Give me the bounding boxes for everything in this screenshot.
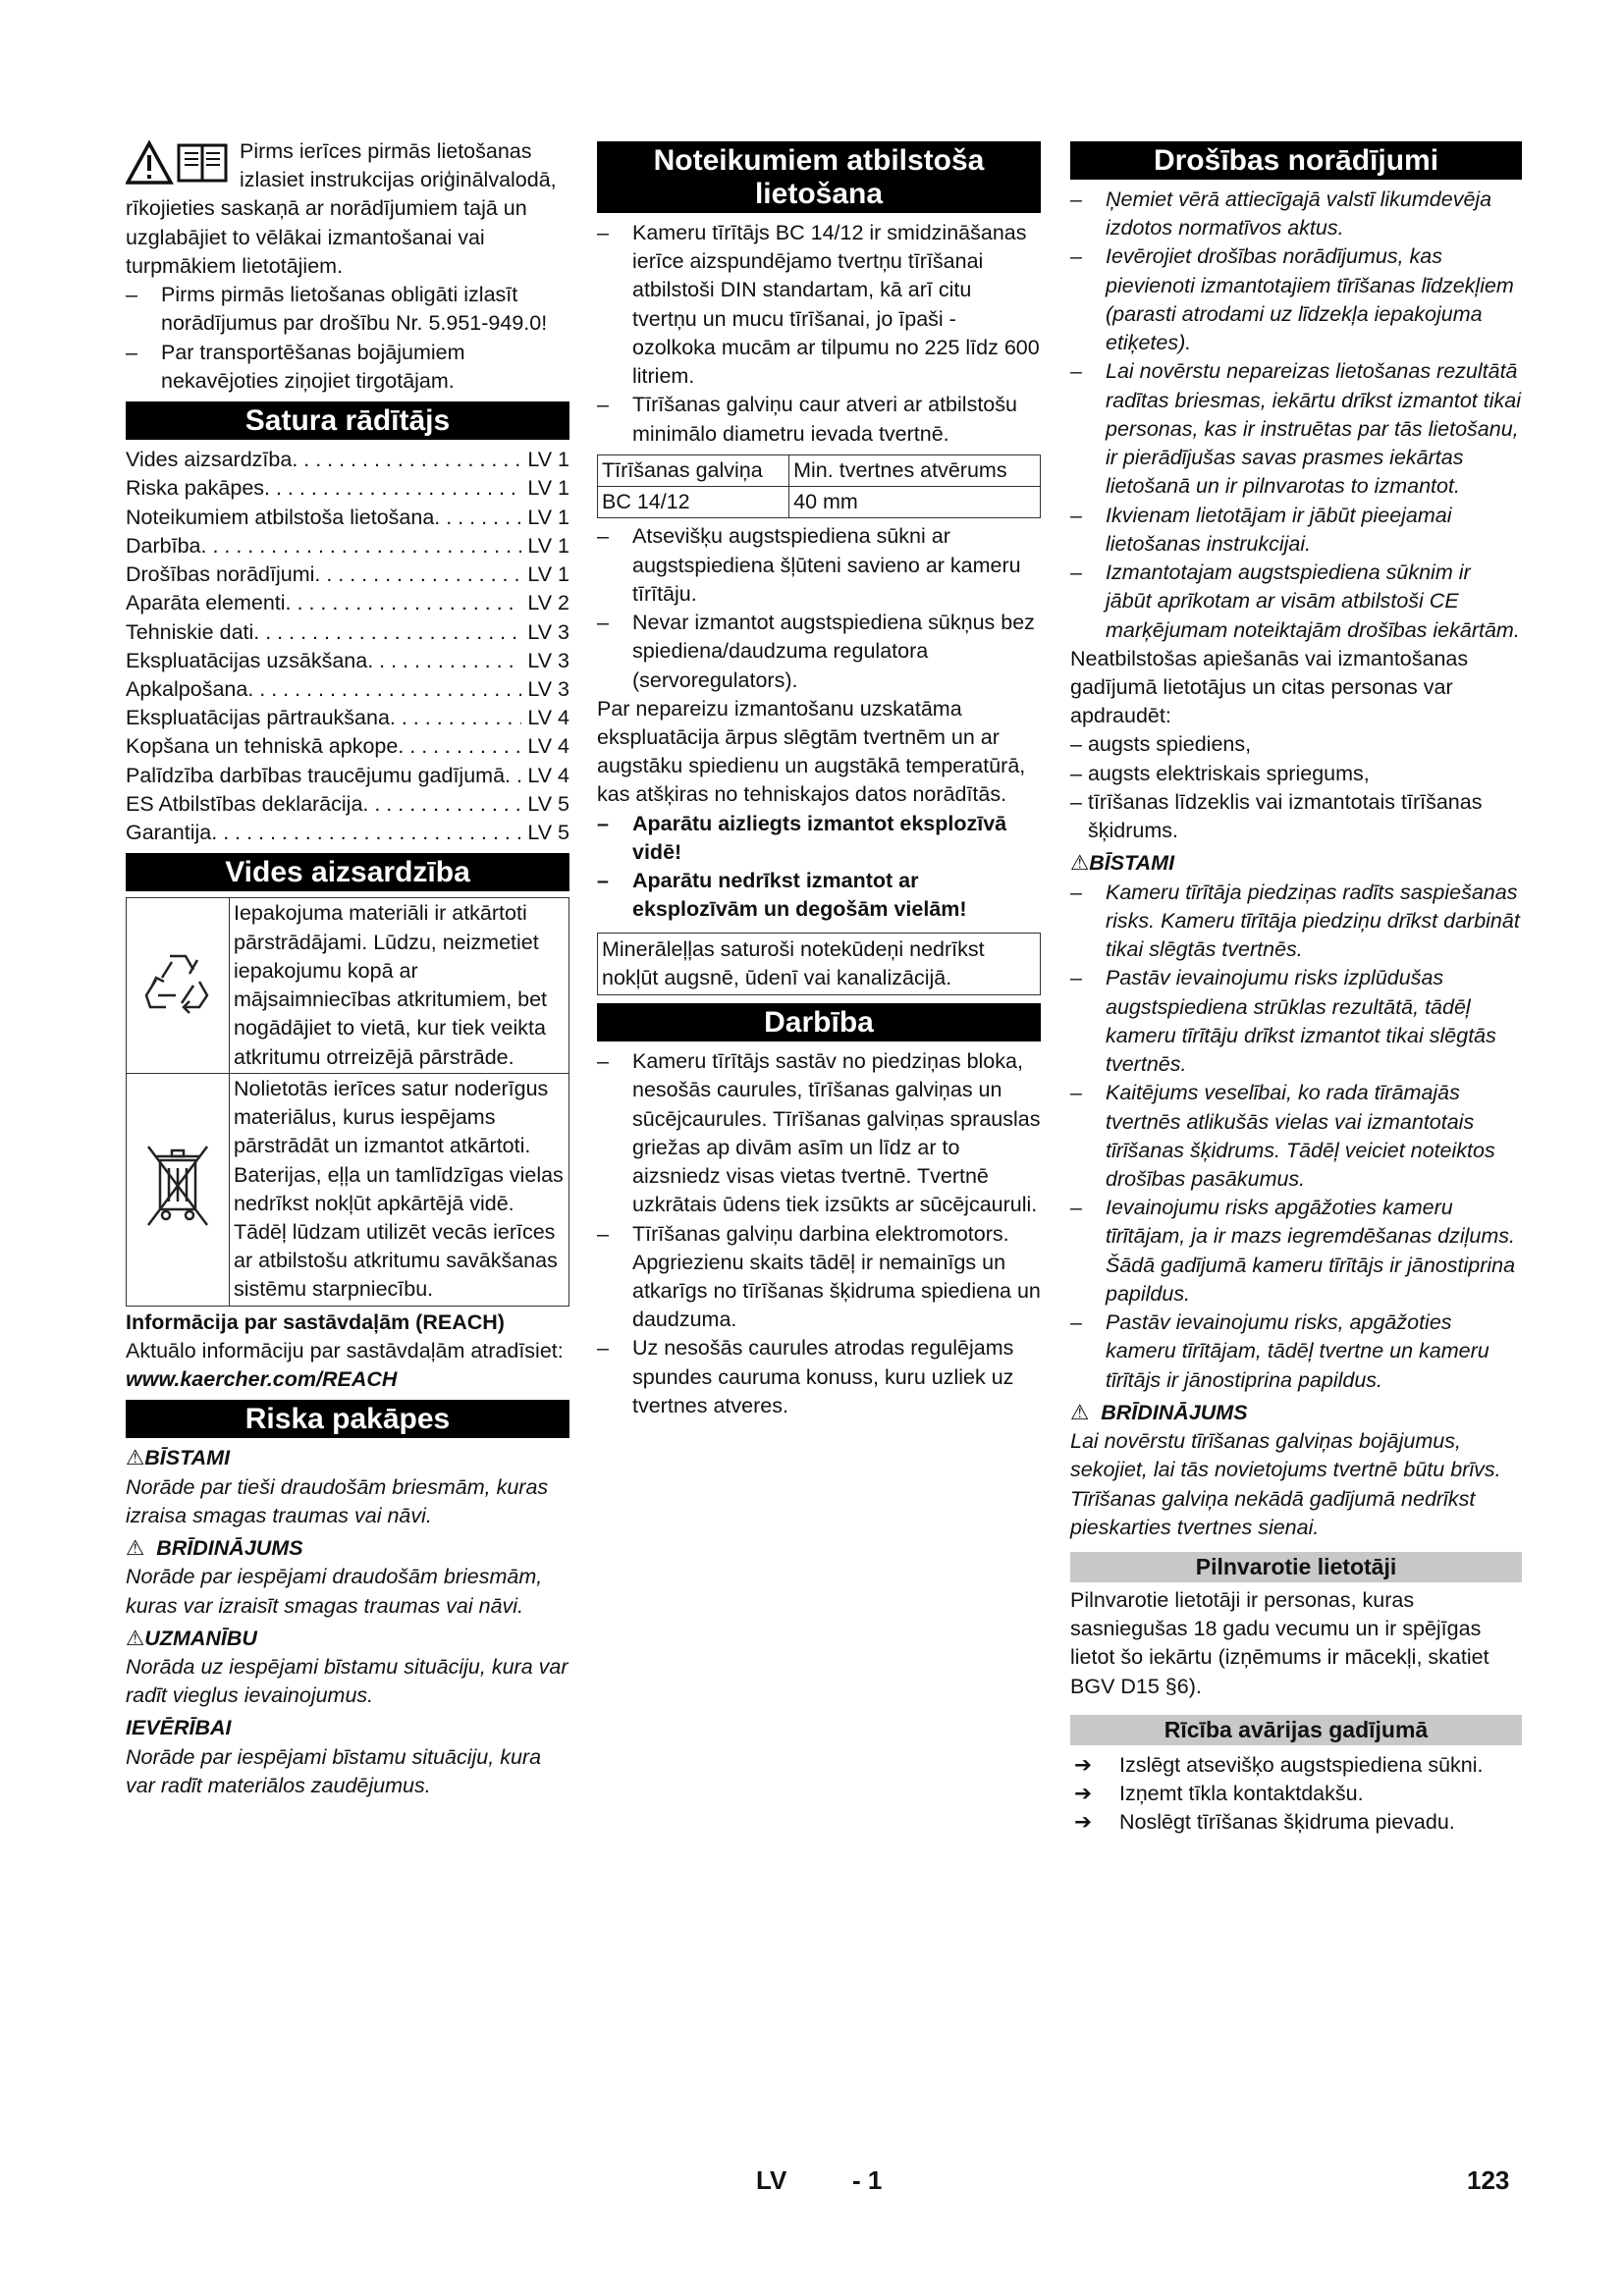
env-text: Nolietotās ierīces satur noderīgus materiālus, kurus iespējams pārstrādāt un izmantot atkārtoti. Baterijas, eļļa un tamlīdzīgas vielas nedrīkst nokļūt apkārtējā vidē. Tādēļ lūdzam utilizēt vecās ierīces ar atbilstošu atkritumu savākšanas sistēmu starpniecību. [230, 1073, 569, 1306]
boxed-note: Minerāleļļas saturoši notekūdeņi nedrīkst nokļūt augsnē, ūdenī vai kanalizācijā. [597, 933, 1041, 995]
warning-triangle-icon: ⚠ [126, 1626, 145, 1650]
danger-text: Neatbilstošas apiešanās vai izmantošanas gadījumā lietotājus un citas personas var apdraudēt: [1070, 646, 1469, 728]
column-right [1070, 137, 1522, 1838]
footer-subpage: - 1 [852, 2165, 883, 2195]
toc-entry[interactable]: Ekspluatācijas uzsākšana . . . LV 3 [126, 647, 569, 675]
risk-text: Norāde par iespējami draudošām briesmām, kuras var izraisīt smagas traumas vai nāvi. [126, 1565, 543, 1618]
prohibition-list [597, 810, 1041, 925]
toc-entry[interactable]: Palīdzība darbības traucējumu gadījumā . . . LV 4 [126, 762, 569, 790]
toc-entry[interactable]: Noteikumiem atbilstoša lietošana . . . LV 1 [126, 504, 569, 532]
list-item: – augsts spiediens, [1070, 730, 1522, 759]
list-item: – Ikvienam lietotājam ir jābūt pieejamai lietošanas instrukcijai. [1070, 502, 1522, 559]
warning-triangle-icon: ⚠ [1070, 1400, 1090, 1424]
risk-levels [126, 1444, 569, 1800]
list-item: – Tīrīšanas galviņu darbina elektromotors. Apgriezienu skaits tādēļ ir nemainīgs un atkarīgs no tīrīšanas šķidruma spiediena un daudzuma. [597, 1220, 1041, 1335]
list-item: – Tīrīšanas galviņu caur atveri ar atbilstošu minimālo diametru ievada tvertnē. [597, 391, 1041, 448]
op-heading: Darbība [597, 1003, 1041, 1041]
use-list-2 [597, 522, 1041, 694]
warning-title: ⚠ BRĪDINĀJUMS [1070, 1400, 1248, 1424]
opening-table [597, 454, 1041, 518]
list-item: – Ievērojiet drošības norādījumus, kas pievienoti izmantotajiem tīrīšanas līdzekļiem (parasti atrodami uz līdzekļa iepakojuma etiķetes). [1070, 242, 1522, 357]
env-text: Iepakojuma materiāli ir atkārtoti pārstrādājami. Lūdzu, neizmetiet iepakojumu kopā ar mājsaimniecības atkritumiem, bet nogādājiet to vietā, kur tiek veikta atkritumu otrreizējā pārstrāde. [230, 898, 569, 1073]
list-item: – Atsevišķu augstspiediena sūkni ar augstspiediena šļūteni savieno ar kameru tīrītāju. [597, 522, 1041, 609]
toc-entry[interactable]: Apkalpošana . . . LV 3 [126, 675, 569, 704]
risk-text: Norāde par tieši draudošām briesmām, kuras izraisa smagas traumas vai nāvi. [126, 1474, 549, 1527]
recycling-icon [142, 946, 213, 1017]
list-item: – Par transportēšanas bojājumiem nekavējoties ziņojiet tirgotājam. [126, 339, 569, 396]
safety-heading: Drošības norādījumi [1070, 141, 1522, 180]
risk-text: Norāde par iespējami bīstamu situāciju, kura var radīt materiālos zaudējumus. [126, 1744, 542, 1797]
warning-triangle-icon [128, 143, 171, 183]
warning-triangle-icon: ⚠ [1070, 851, 1090, 876]
list-item: – Kameru tīrītāja piedziņas radīts saspiešanas risks. Kameru tīrītāja piedziņu drīkst darbināt tikai slēgtās tvertnēs. [1070, 879, 1522, 965]
list-item: – Kameru tīrītājs BC 14/12 ir smidzināšanas ierīce aizspundējamo tvertņu tīrīšanai atbilstoši DIN standartam, kā arī citu tvertņu un mucu tīrīšanai, jo īpaši - ozolkoka mucām ar tilpumu no 225 līdz 600 litriem. [597, 219, 1041, 391]
env-heading: Vides aizsardzība [126, 853, 569, 891]
table-header: Tīrīšanas galviņa [598, 454, 789, 486]
toc-entry[interactable]: Kopšana un tehniskā apkope . . . LV 4 [126, 732, 569, 761]
misuse-text: Par nepareizu izmantošanu uzskatāma ekspluatācija ārpus slēgtām tvertnēm un ar augstāku spiedienu un augstākā temperatūrā, kas atšķiras no tehniskajos datos norādītās. [597, 696, 1026, 807]
safety-list [1070, 186, 1522, 645]
toc-entry[interactable]: Tehniskie dati . . . LV 3 [126, 618, 569, 647]
list-item: – Nevar izmantot augstspiediena sūkņus bez spiediena/daudzuma regulatora (servoregulators). [597, 609, 1041, 695]
risk-text: Norāda uz iespējami bīstamu situāciju, kura var radīt vieglus ievainojumus. [126, 1655, 568, 1708]
list-item: – Pirms pirmās lietošanas obligāti izlasīt norādījumus par drošību Nr. 5.951-949.0! [126, 281, 569, 338]
table-of-contents [126, 446, 569, 847]
toc-entry[interactable]: ES Atbilstības deklarācija . . . LV 5 [126, 790, 569, 819]
emergency-list [1070, 1751, 1522, 1838]
table-cell: 40 mm [789, 487, 1041, 518]
reach-title: Informācija par sastāvdaļām (REACH) [126, 1309, 505, 1334]
list-item: – Pastāv ievainojumu risks izplūdušas augstspiediena strūklas rezultātā, tādēļ kameru tīrītāju drīkst izmantot tikai slēgtās tvertnēs. [1070, 964, 1522, 1079]
table-header: Min. tvertnes atvērums [789, 454, 1041, 486]
manual-book-icon [179, 145, 226, 181]
use-list [597, 219, 1041, 449]
operation-list [597, 1047, 1041, 1420]
list-item: ➔ Izņemt tīkla kontaktdakšu. [1070, 1780, 1522, 1808]
risk-title: IEVĒRĪBAI [126, 1716, 232, 1740]
list-item: ➔ Izslēgt atsevišķo augstspiediena sūkni. [1070, 1751, 1522, 1780]
use-heading: Noteikumiem atbilstoša lietošana [597, 141, 1041, 213]
risk-title: ⚠UZMANĪBU [126, 1626, 257, 1650]
table-row [127, 898, 569, 1073]
table-cell: BC 14/12 [598, 487, 789, 518]
toc-entry[interactable]: Ekspluatācijas pārtraukšana . . . LV 4 [126, 704, 569, 732]
list-item: – Pastāv ievainojumu risks, apgāžoties kameru tīrītājam, tādēļ tvertne un kameru tīrītājs ir jānostiprina papildus. [1070, 1308, 1522, 1395]
warning-triangle-icon: ⚠ [126, 1446, 145, 1470]
risk-title: ⚠ BRĪDINĀJUMS [126, 1536, 303, 1561]
toc-entry[interactable]: Darbība . . . LV 1 [126, 532, 569, 561]
danger-title: ⚠BĪSTAMI [1070, 851, 1175, 876]
danger-list [1070, 730, 1522, 845]
list-item: – Aparātu nedrīkst izmantot ar eksplozīvām un degošām vielām! [597, 867, 1041, 924]
toc-entry[interactable]: Garantija . . . LV 5 [126, 819, 569, 847]
intro-block [126, 137, 569, 396]
table-header-row [598, 454, 1041, 486]
emergency-heading: Rīcība avārijas gadījumā [1070, 1715, 1522, 1745]
toc-entry[interactable]: Drošības norādījumi . . . LV 1 [126, 561, 569, 589]
intro-text: Pirms ierīces pirmās lietošanas izlasiet instrukcijas oriģinālvalodā, rīkojieties saskaņā ar norādījumiem tajā un uzglabājiet to vēlākai izmantošanai vai turpmākiem lietotājiem. [126, 139, 557, 278]
footer-page-number: 123 [1467, 2165, 1510, 2195]
list-item: – Izmantotajam augstspiediena sūknim ir jābūt aprīkotam ar visām atbilstoši CE marķējumam noteiktajām drošības iekārtām. [1070, 559, 1522, 645]
danger-detail-list [1070, 879, 1522, 1395]
list-item: – Kameru tīrītājs sastāv no piedziņas bloka, nesošās caurules, tīrīšanas galviņas un sūcējcaurules. Tīrīšanas galviņas sprauslas griežas ap divām asīm un līdz ar to aizsniedz visas vietas tvertnē. Tvertnē uzkrātais ūdens tiek izsūkts ar sūcējcauruli. [597, 1047, 1041, 1219]
intro-list [126, 281, 569, 396]
list-item: – Kaitējums veselībai, ko rada tīrāmajās tvertnēs atlikušās vielas vai izmantotais tīrīšanas šķidrums. Tādēļ veiciet noteiktos drošības pasākumus. [1070, 1079, 1522, 1194]
warning-triangle-icon: ⚠ [126, 1536, 145, 1561]
list-item: ➔ Noslēgt tīrīšanas šķidruma pievadu. [1070, 1808, 1522, 1837]
list-item: – Ņemiet vērā attiecīgajā valstī likumdevēja izdotos normatīvos aktus. [1070, 186, 1522, 242]
reach-text: Aktuālo informāciju par sastāvdaļām atradīsiet: [126, 1338, 564, 1362]
crossed-bin-icon [142, 1139, 213, 1233]
warning-text: Lai novērstu tīrīšanas galviņas bojājumus, sekojiet, lai tās novietojums tvertnē būtu brīvs. Tīrīšanas galviņa nekādā gadījumā nedrīkst pieskarties tvertnes sienai. [1070, 1429, 1501, 1539]
list-item: – Ievainojumu risks apgāžoties kameru tīrītājam, ja ir mazs iegremdēšanas dziļums. Šādā gadījumā kameru tīrītājs ir jānostiprina papildus. [1070, 1194, 1522, 1308]
users-heading: Pilnvarotie lietotāji [1070, 1552, 1522, 1582]
table-row [598, 487, 1041, 518]
users-text: Pilnvarotie lietotāji ir personas, kuras sasniegušas 18 gadu vecumu un ir spējīgas lietot šo iekārtu (izņēmums ir mācekļi, skatiet BGV D15 §6). [1070, 1588, 1489, 1698]
reach-url[interactable]: www.kaercher.com/REACH [126, 1367, 398, 1392]
list-item: – Aparātu aizliegts izmantot eksplozīvā vidē! [597, 810, 1041, 867]
toc-entry[interactable]: Vides aizsardzība . . . LV 1 [126, 446, 569, 474]
warning-and-manual-icons [126, 139, 232, 187]
toc-heading: Satura rādītājs [126, 401, 569, 440]
risk-heading: Riska pakāpes [126, 1400, 569, 1438]
list-item: – augsts elektriskais spriegums, [1070, 760, 1522, 788]
list-item: – Lai novērstu nepareizas lietošanas rezultātā radītas briesmas, iekārtu drīkst izmantot tikai personas, kas ir instruētas par tās lietošanu, ir pierādījušas savas prasmes iekārtas lietošanā un ir pilnvarotas to izmantot. [1070, 357, 1522, 501]
risk-title: ⚠BĪSTAMI [126, 1446, 231, 1470]
toc-entry[interactable]: Aparāta elementi . . . LV 2 [126, 589, 569, 617]
toc-entry[interactable]: Riska pakāpes . . . LV 1 [126, 474, 569, 503]
column-middle [597, 137, 1041, 1420]
environment-table [126, 897, 569, 1306]
list-item: – tīrīšanas līdzeklis vai izmantotais tīrīšanas šķidrums. [1070, 788, 1522, 845]
footer-language: LV [756, 2165, 787, 2195]
table-row [127, 1073, 569, 1306]
column-left [126, 137, 569, 1800]
list-item: – Uz nesošās caurules atrodas regulējams spundes cauruma konuss, kuru uzliek uz tvertnes atveres. [597, 1334, 1041, 1420]
